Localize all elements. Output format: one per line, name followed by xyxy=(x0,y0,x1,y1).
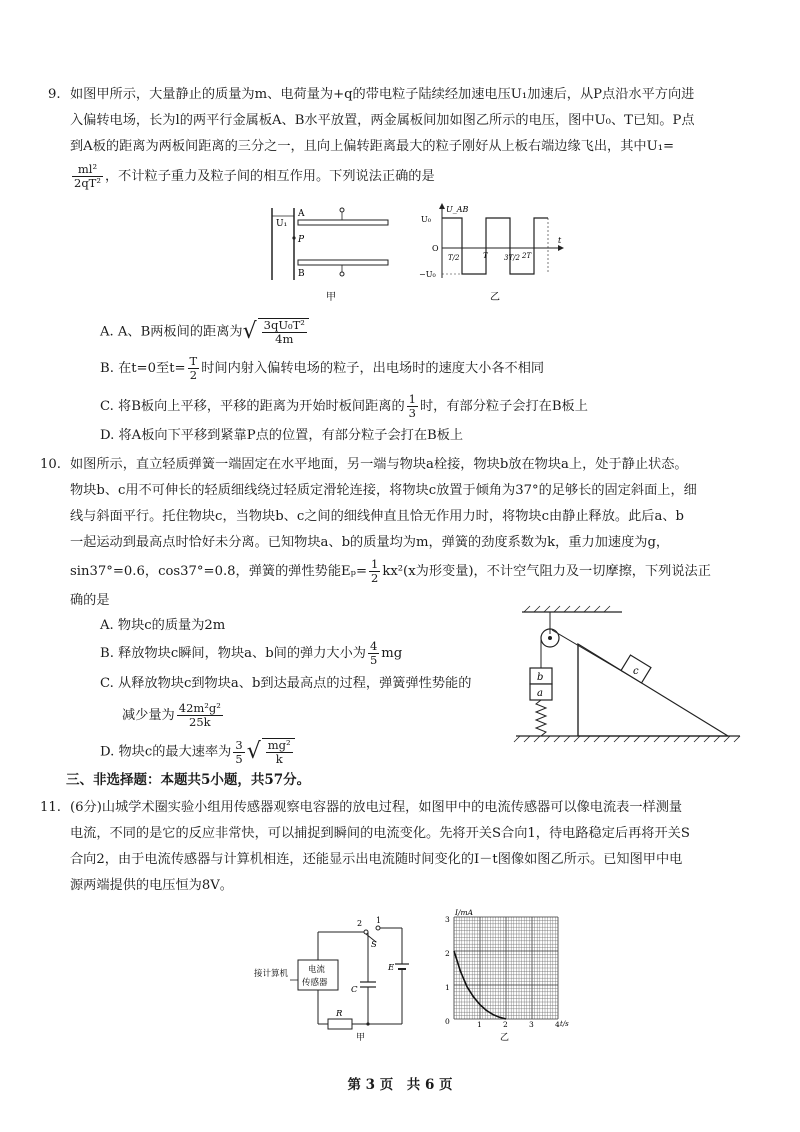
question-number: 9. xyxy=(48,87,61,102)
q10-line2: 物块b、c用不可伸长的轻质细线绕过轻质定滑轮连接，将物块c放置于倾角为37°的足够长的固定斜面上，细 xyxy=(70,483,697,498)
question-number: 10. xyxy=(40,457,61,472)
switch-pos-1: 1 xyxy=(376,916,382,925)
figure-caption: 甲 xyxy=(326,292,336,303)
figure-caption: 乙 xyxy=(490,292,500,303)
e-label: E xyxy=(388,963,395,973)
q10-line1: 如图所示，直立轻质弹簧一端固定在水平地面，另一端与物块a栓接，物块b放在物块a上，处于静止状态。 xyxy=(70,457,688,472)
switch-pos-2: 2 xyxy=(357,919,363,928)
block-b-label: b xyxy=(537,672,544,683)
sensor-label-2: 传感器 xyxy=(302,978,328,988)
resistor-icon xyxy=(328,1019,352,1029)
q11-line1: (6分)山城学术圈实验小组用传感器观察电容器的放电过程，如图甲中的电流传感器可以像电流表一样测量 xyxy=(70,800,683,815)
q10-line3: 线与斜面平行。托住物块c，当物块b、c之间的细线伸直且恰无作用力时，将物块c由静止释放。此后a、b xyxy=(70,509,684,524)
block-a-label: a xyxy=(537,688,543,699)
plate-a-label: A xyxy=(298,209,305,219)
tick-t-half: T/2 xyxy=(448,254,460,262)
x-axis-label: t/s xyxy=(560,1020,569,1028)
q11-line2: 电流，不同的是它的反应非常快，可以捕捉到瞬间的电流变化。先将开关S合向1，待电路稳定后再将开关S xyxy=(70,826,690,841)
q10-figure xyxy=(512,604,752,754)
q9-line2: 入偏转电场，长为l的两平行金属板A、B水平放置，两金属板间加如图乙所示的电压，图中U₀、T已知。P点 xyxy=(70,113,695,128)
q10-line6: 确的是 xyxy=(70,593,110,608)
x-tick-1: 1 xyxy=(477,1020,482,1029)
q10-line4: 一起运动到最高点时恰好未分离。已知物块a、b的质量均为m，弹簧的劲度系数为k，重力加速度为g， xyxy=(70,535,670,550)
chart-grid xyxy=(454,917,558,1019)
c-label: C xyxy=(351,985,358,995)
origin-label: O xyxy=(432,244,439,253)
q10-option-a: A. 物块c的质量为2m xyxy=(100,618,226,633)
plate-b-label: B xyxy=(298,269,305,279)
r-label: R xyxy=(336,1009,343,1019)
q10-option-c-cont: 减少量为 $\frac{\text{42m²g²}}{25k}$ xyxy=(122,701,221,729)
block-c-label: c xyxy=(633,666,639,677)
computer-label: 接计算机 xyxy=(254,969,289,979)
q11-it-chart xyxy=(442,906,578,1044)
x-tick-2: 2 xyxy=(503,1020,508,1029)
q9-line4: $\frac{\text{ml²}}{\text{2qT²}}$ ，不计粒子重力及粒子间的相互作用。下列说法正确的是 xyxy=(74,162,435,190)
y-axis-label: U_AB xyxy=(446,205,469,214)
switch-label: S xyxy=(371,940,377,950)
u1-label: U₁ xyxy=(276,219,288,229)
q9-option-c: C. 将B板向上平移，平移的距离为开始时板间距离的 $\frac{1}{3}$ 时，有部分粒子会打在B板上 xyxy=(100,392,588,420)
q10-option-c: C. 从释放物块c到物块a、b到达最高点的过程，弹簧弹性势能的 xyxy=(100,676,472,691)
t-axis-label: t xyxy=(558,236,562,245)
y-tick-2: 2 xyxy=(445,949,450,958)
question-number: 11. xyxy=(40,800,61,815)
q10-option-d: D. 物块c的最大速率为 $\frac{3}{5}$ √ $\frac{\text{mg²}}{k}$ xyxy=(100,738,295,766)
q9-figure-jia xyxy=(264,200,404,310)
y-axis-label: I/mA xyxy=(455,908,474,917)
tick-t: T xyxy=(483,252,488,260)
page-footer: 第 3 页 共 6 页 xyxy=(347,1077,453,1093)
q10-line5: sin37°=0.6，cos37°=0.8，弹簧的弹性势能Eₚ= $\frac{1}{2}$ kx²(x为形变量)，不计空气阻力及一切摩擦，下列说法正 xyxy=(70,557,711,585)
q11-line4: 源两端提供的电压恒为8V。 xyxy=(70,878,233,893)
figure-caption: 乙 xyxy=(500,1033,510,1043)
y-tick-3: 3 xyxy=(445,915,450,924)
q9-figure-yi xyxy=(418,200,568,310)
q11-figure-jia xyxy=(252,914,432,1042)
spring-icon xyxy=(536,700,546,736)
question-10 xyxy=(40,452,752,614)
tick-3t-half: 3T/2 xyxy=(504,254,520,262)
point-p-label: P xyxy=(298,235,305,245)
x-tick-4: 4 xyxy=(555,1020,560,1029)
sensor-label-1: 电流 xyxy=(308,965,326,975)
q9-option-b: B. 在t=0至t= $\frac{T}{2}$ 时间内射入偏转电场的粒子，出电场时的速度大小各不相同 xyxy=(100,354,545,382)
q9-line1: 如图甲所示，大量静止的质量为m、电荷量为+q的带电粒子陆续经加速电压U₁加速后，从P点沿水平方向进 xyxy=(70,87,695,102)
q10-option-b: B. 释放物块c瞬间，物块a、b间的弹力大小为 $\frac{4}{5}$ mg xyxy=(100,639,403,667)
q9-option-a: A. A、B两板间的距离为√ $\frac{\text{3qU₀T²}}{4m}$ xyxy=(100,318,309,346)
figure-caption: 甲 xyxy=(356,1033,366,1042)
u0-label: U₀ xyxy=(421,215,431,224)
q11-line3: 合向2，由于电流传感器与计算机相连，还能显示出电流随时间变化的I－t图像如图乙所示。已知图甲中电 xyxy=(70,852,683,867)
neg-u0-label: −U₀ xyxy=(419,270,436,279)
tick-2t: 2T xyxy=(522,252,532,260)
x-tick-3: 3 xyxy=(529,1020,534,1029)
question-11 xyxy=(40,795,752,899)
question-9 xyxy=(48,82,752,194)
section-header: 三、非选择题：本题共5小题，共57分。 xyxy=(66,772,311,788)
y-tick-1: 1 xyxy=(445,983,450,992)
y-tick-0: 0 xyxy=(445,1017,450,1026)
fraction: $\frac{\text{ml²}}{\text{2qT²}}$ xyxy=(74,162,101,190)
q9-line3: 到A板的距离为两板间距离的三分之一，且向上偏转距离最大的粒子刚好从上板右端边缘飞出，其中U₁= xyxy=(70,139,675,154)
q9-option-d: D. 将A板向下平移到紧靠P点的位置，有部分粒子会打在B板上 xyxy=(100,428,464,443)
